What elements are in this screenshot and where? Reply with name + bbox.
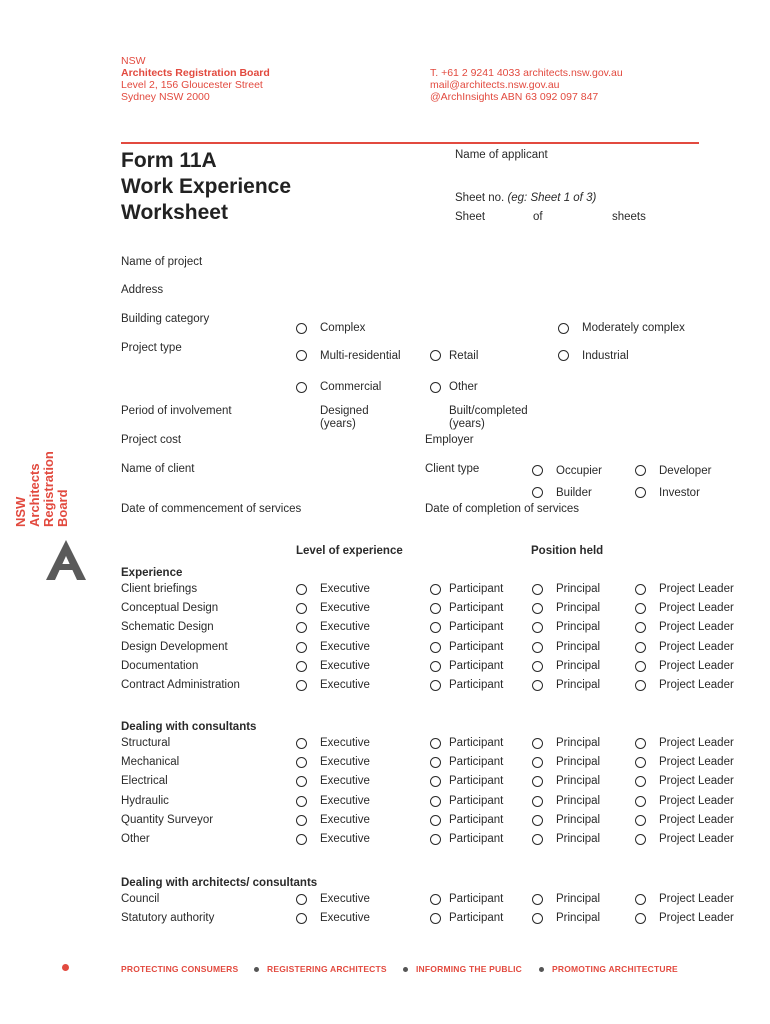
principal-radio[interactable]: [532, 757, 543, 768]
built-years-label: (years): [449, 418, 485, 430]
principal-label: Principal: [556, 602, 601, 615]
principal-radio[interactable]: [532, 584, 543, 595]
sheets-word: sheets: [612, 211, 646, 223]
principal-radio[interactable]: [532, 661, 543, 672]
type-commercial-label: Commercial: [320, 381, 382, 393]
type-industrial-label: Industrial: [582, 350, 629, 362]
row-label: Schematic Design: [121, 621, 214, 634]
row-label: Documentation: [121, 659, 199, 672]
section-title: Experience: [121, 567, 183, 579]
client-investor-radio[interactable]: [635, 487, 646, 498]
principal-label: Principal: [556, 813, 601, 826]
employer-label: Employer: [425, 434, 474, 446]
project-leader-label: Project Leader: [659, 833, 734, 845]
sheet-no-example: (eg: Sheet 1 of 3): [507, 192, 597, 204]
participant-radio[interactable]: [430, 757, 441, 768]
participant-label: Participant: [449, 659, 504, 672]
participant-radio[interactable]: [430, 776, 441, 787]
footer-item-1: PROTECTING CONSUMERS: [121, 964, 239, 974]
principal-radio[interactable]: [532, 834, 543, 845]
section-title: Dealing with consultants: [121, 721, 257, 733]
executive-label: Executive: [320, 659, 370, 672]
participant-radio[interactable]: [430, 680, 441, 691]
principal-radio[interactable]: [532, 680, 543, 691]
side-logo-line-1: NSW: [13, 496, 28, 527]
executive-radio[interactable]: [296, 622, 307, 633]
participant-radio[interactable]: [430, 584, 441, 595]
project-leader-radio[interactable]: [635, 738, 646, 749]
client-occupier-radio[interactable]: [532, 465, 543, 476]
form-title-line-1: Form 11A: [121, 149, 217, 172]
project-leader-radio[interactable]: [635, 776, 646, 787]
row-label: Mechanical: [121, 756, 180, 769]
project-leader-radio[interactable]: [635, 815, 646, 826]
row-label: Council: [121, 893, 160, 905]
executive-label: Executive: [320, 756, 370, 769]
sheet-no-text: Sheet no.: [455, 192, 505, 204]
project-leader-label: Project Leader: [659, 756, 734, 769]
participant-radio[interactable]: [430, 642, 441, 653]
participant-radio[interactable]: [430, 661, 441, 672]
executive-radio[interactable]: [296, 796, 307, 807]
client-builder-radio[interactable]: [532, 487, 543, 498]
footer-bullet-icon: [62, 964, 69, 971]
principal-radio[interactable]: [532, 622, 543, 633]
row-label: Statutory authority: [121, 912, 215, 925]
executive-radio[interactable]: [296, 757, 307, 768]
type-other-radio[interactable]: [430, 382, 441, 393]
project-leader-radio[interactable]: [635, 622, 646, 633]
row-label: Structural: [121, 737, 171, 749]
period-label: Period of involvement: [121, 405, 232, 417]
form-title-line-2: Work Experience: [121, 175, 292, 198]
principal-radio[interactable]: [532, 796, 543, 807]
side-logo-text: [14, 447, 74, 527]
type-retail-label: Retail: [449, 350, 479, 362]
executive-label: Executive: [320, 813, 370, 826]
project-leader-label: Project Leader: [659, 659, 734, 672]
principal-label: Principal: [556, 583, 601, 595]
designed-years-label: (years): [320, 418, 356, 430]
sheet-word: Sheet: [455, 211, 486, 223]
logo-a-icon: [44, 538, 88, 582]
participant-label: Participant: [449, 912, 504, 925]
level-of-experience-header: Level of experience: [296, 545, 403, 557]
executive-label: Executive: [320, 893, 370, 905]
project-leader-label: Project Leader: [659, 679, 734, 691]
executive-radio[interactable]: [296, 894, 307, 905]
executive-label: Executive: [320, 621, 370, 634]
participant-radio[interactable]: [430, 913, 441, 924]
type-commercial-radio[interactable]: [296, 382, 307, 393]
executive-label: Executive: [320, 640, 370, 653]
row-label: Client briefings: [121, 583, 198, 595]
principal-label: Principal: [556, 912, 601, 925]
side-logo-line-3: Registration: [41, 451, 56, 527]
client-type-label: Client type: [425, 463, 480, 475]
building-category-label: Building category: [121, 313, 210, 325]
org-name: Architects Registration Board: [121, 67, 270, 79]
project-leader-label: Project Leader: [659, 775, 734, 788]
row-label: Other: [121, 833, 150, 845]
participant-radio[interactable]: [430, 894, 441, 905]
position-held-header: Position held: [531, 545, 604, 557]
participant-radio[interactable]: [430, 603, 441, 614]
row-label: Design Development: [121, 640, 228, 653]
client-investor-label: Investor: [659, 487, 700, 499]
project-leader-radio[interactable]: [635, 661, 646, 672]
principal-radio[interactable]: [532, 815, 543, 826]
principal-label: Principal: [556, 775, 601, 788]
type-other-label: Other: [449, 381, 478, 393]
project-leader-label: Project Leader: [659, 640, 734, 653]
participant-radio[interactable]: [430, 622, 441, 633]
category-complex-label: Complex: [320, 322, 366, 334]
form-title-line-3: Worksheet: [121, 201, 228, 224]
project-type-label: Project type: [121, 342, 182, 354]
principal-label: Principal: [556, 794, 601, 807]
footer-item-4: PROMOTING ARCHITECTURE: [552, 964, 678, 974]
participant-label: Participant: [449, 737, 504, 749]
participant-label: Participant: [449, 621, 504, 634]
completion-label: Date of completion of services: [425, 503, 580, 515]
footer-dot-icon: [254, 967, 259, 972]
address-line-2: Sydney NSW 2000: [121, 91, 210, 103]
category-complex-radio[interactable]: [296, 323, 307, 334]
address-label: Address: [121, 284, 164, 296]
row-label: Quantity Surveyor: [121, 813, 214, 826]
participant-radio[interactable]: [430, 738, 441, 749]
principal-label: Principal: [556, 893, 601, 905]
type-multi-residential-radio[interactable]: [296, 350, 307, 361]
org-name-nsw: NSW: [121, 55, 146, 67]
row-label: Conceptual Design: [121, 602, 219, 615]
project-leader-label: Project Leader: [659, 602, 734, 615]
project-leader-label: Project Leader: [659, 912, 734, 925]
participant-radio[interactable]: [430, 815, 441, 826]
client-developer-radio[interactable]: [635, 465, 646, 476]
client-occupier-label: Occupier: [556, 465, 603, 477]
row-label: Electrical: [121, 775, 168, 788]
principal-label: Principal: [556, 737, 601, 749]
executive-radio[interactable]: [296, 834, 307, 845]
participant-radio[interactable]: [430, 834, 441, 845]
principal-label: Principal: [556, 640, 601, 653]
type-industrial-radio[interactable]: [558, 350, 569, 361]
header-divider: [121, 142, 699, 144]
principal-radio[interactable]: [532, 603, 543, 614]
project-leader-label: Project Leader: [659, 583, 734, 595]
participant-label: Participant: [449, 679, 504, 691]
commencement-label: Date of commencement of services: [121, 503, 302, 515]
project-leader-radio[interactable]: [635, 894, 646, 905]
built-label: Built/completed: [449, 405, 528, 417]
project-leader-radio[interactable]: [635, 796, 646, 807]
executive-label: Executive: [320, 794, 370, 807]
participant-label: Participant: [449, 640, 504, 653]
project-leader-radio[interactable]: [635, 584, 646, 595]
section-title: Dealing with architects/ consultants: [121, 877, 318, 889]
contact-line-1: T. +61 2 9241 4033 architects.nsw.gov.au: [430, 67, 623, 79]
executive-radio[interactable]: [296, 815, 307, 826]
side-logo-line-2: Architects: [27, 463, 42, 527]
project-leader-label: Project Leader: [659, 893, 734, 905]
project-leader-radio[interactable]: [635, 642, 646, 653]
contact-line-2: mail@architects.nsw.gov.au: [430, 79, 560, 91]
client-builder-label: Builder: [556, 487, 592, 499]
executive-label: Executive: [320, 775, 370, 788]
client-developer-label: Developer: [659, 465, 712, 477]
board-logo: [44, 538, 88, 587]
row-label: Contract Administration: [121, 679, 240, 691]
sheet-no-label: [455, 192, 596, 205]
footer-item-3: INFORMING THE PUBLIC: [416, 964, 522, 974]
type-multi-residential-label: Multi-residential: [320, 350, 401, 362]
client-name-label: Name of client: [121, 463, 195, 475]
participant-label: Participant: [449, 893, 504, 905]
executive-radio[interactable]: [296, 680, 307, 691]
project-leader-radio[interactable]: [635, 603, 646, 614]
executive-label: Executive: [320, 833, 370, 845]
executive-label: Executive: [320, 602, 370, 615]
executive-radio[interactable]: [296, 661, 307, 672]
type-retail-radio[interactable]: [430, 350, 441, 361]
principal-label: Principal: [556, 621, 601, 634]
executive-label: Executive: [320, 583, 370, 595]
category-moderately-complex-radio[interactable]: [558, 323, 569, 334]
of-word: of: [533, 211, 543, 223]
principal-radio[interactable]: [532, 738, 543, 749]
participant-label: Participant: [449, 583, 504, 595]
footer-dot-icon: [403, 967, 408, 972]
category-moderately-complex-label: Moderately complex: [582, 322, 685, 334]
participant-label: Participant: [449, 813, 504, 826]
executive-label: Executive: [320, 679, 370, 691]
project-leader-label: Project Leader: [659, 794, 734, 807]
footer-dot-icon: [539, 967, 544, 972]
executive-label: Executive: [320, 912, 370, 925]
participant-label: Participant: [449, 833, 504, 845]
designed-label: Designed: [320, 405, 369, 417]
executive-radio[interactable]: [296, 603, 307, 614]
contact-line-3: @ArchInsights ABN 63 092 097 847: [430, 91, 599, 103]
project-leader-radio[interactable]: [635, 834, 646, 845]
participant-label: Participant: [449, 756, 504, 769]
side-logo-rotated: [14, 451, 70, 527]
executive-radio[interactable]: [296, 584, 307, 595]
applicant-name-label: Name of applicant: [455, 149, 548, 161]
participant-radio[interactable]: [430, 796, 441, 807]
address-line-1: Level 2, 156 Gloucester Street: [121, 79, 263, 91]
project-leader-radio[interactable]: [635, 757, 646, 768]
principal-label: Principal: [556, 756, 601, 769]
side-logo-line-4: Board: [55, 489, 70, 527]
principal-radio[interactable]: [532, 913, 543, 924]
executive-label: Executive: [320, 737, 370, 749]
participant-label: Participant: [449, 602, 504, 615]
footer-item-2: REGISTERING ARCHITECTS: [267, 964, 387, 974]
executive-radio[interactable]: [296, 776, 307, 787]
project-leader-label: Project Leader: [659, 813, 734, 826]
principal-radio[interactable]: [532, 894, 543, 905]
project-name-label: Name of project: [121, 256, 203, 268]
project-leader-label: Project Leader: [659, 737, 734, 749]
principal-radio[interactable]: [532, 642, 543, 653]
project-leader-label: Project Leader: [659, 621, 734, 634]
principal-radio[interactable]: [532, 776, 543, 787]
project-leader-radio[interactable]: [635, 680, 646, 691]
executive-radio[interactable]: [296, 642, 307, 653]
executive-radio[interactable]: [296, 913, 307, 924]
project-leader-radio[interactable]: [635, 913, 646, 924]
principal-label: Principal: [556, 659, 601, 672]
principal-label: Principal: [556, 679, 601, 691]
principal-label: Principal: [556, 833, 601, 845]
project-cost-label: Project cost: [121, 434, 182, 446]
participant-label: Participant: [449, 775, 504, 788]
participant-label: Participant: [449, 794, 504, 807]
executive-radio[interactable]: [296, 738, 307, 749]
row-label: Hydraulic: [121, 794, 169, 807]
